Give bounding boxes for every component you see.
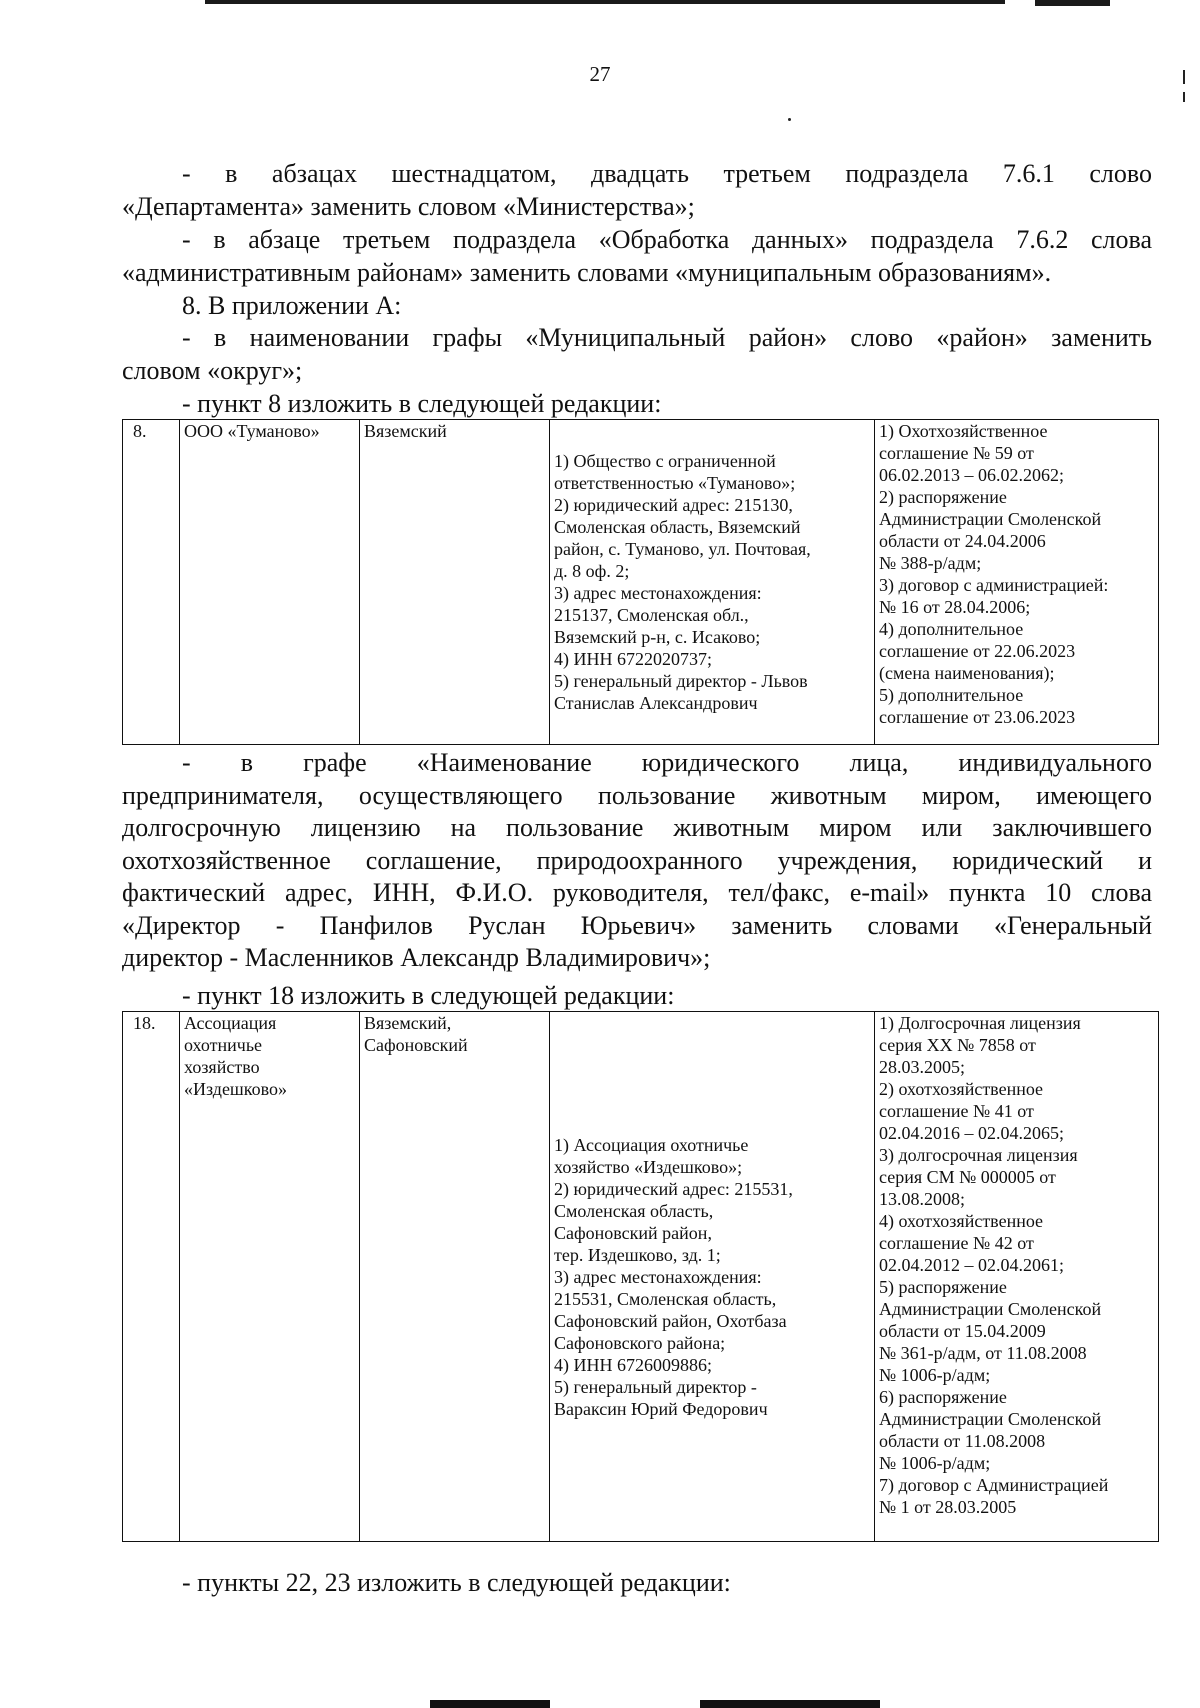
cell-text: тер. Издешково, зд. 1; (554, 1244, 721, 1265)
cell-text: соглашение № 42 от (879, 1233, 1034, 1253)
cell-text: д. 8 оф. 2; (554, 561, 630, 581)
cell-text: Администрации Смоленской (879, 1299, 1102, 1319)
paragraph-amend-762 (122, 224, 1152, 289)
paragraph-column-rename (122, 322, 1152, 387)
cell-text: 06.02.2013 – 06.02.2062; (879, 465, 1065, 485)
text-line: - в абзацах шестнадцатом, двадцать третьем подраздела 7.6.1 слово (182, 159, 1152, 188)
text-line: - в абзаце третьем подраздела «Обработка данных» подраздела 7.6.2 слова (182, 225, 1152, 254)
paragraph-appendix-a (122, 290, 1152, 323)
text-line: - пункт 18 изложить в следующей редакции: (182, 981, 675, 1010)
cell-text: Вяземский, (364, 1013, 452, 1033)
paragraph-item8-intro (122, 388, 1152, 421)
table-item-18 (122, 1011, 1159, 1542)
text-line: «Директор - Панфилов Руслан Юрьевич» заменить словами «Генеральный (122, 910, 1152, 940)
cell-text: области от 24.04.2006 (879, 531, 1046, 551)
text-line: - пункты 22, 23 изложить в следующей редакции: (182, 1568, 731, 1597)
scan-speck (1183, 92, 1185, 102)
cell-organization-name (180, 420, 360, 745)
cell-text: 5) дополнительное (879, 685, 1024, 705)
cell-text: соглашение № 41 от (879, 1101, 1034, 1121)
table-row (123, 1012, 1159, 1542)
scan-bottom-mark (430, 1700, 550, 1708)
cell-text: 02.04.2012 – 02.04.2061; (879, 1255, 1065, 1275)
cell-text: Вяземский (364, 421, 447, 441)
cell-text: Администрации Смоленской (879, 1409, 1102, 1429)
scan-bottom-mark (700, 1700, 880, 1708)
cell-text: 13.08.2008; (879, 1189, 966, 1209)
cell-text: ООО «Туманово» (184, 421, 320, 441)
cell-documents (875, 1012, 1159, 1542)
cell-text: «Издешково» (184, 1079, 287, 1099)
cell-text: ответственностью «Туманово»; (554, 473, 796, 493)
cell-text: № 1006-р/адм; (879, 1365, 991, 1385)
cell-text: № 361-р/адм, от 11.08.2008 (879, 1343, 1087, 1363)
paragraph-item10-amend (122, 747, 1152, 975)
cell-text: 3) адрес местонахождения: (554, 1266, 762, 1287)
cell-number (123, 420, 180, 745)
cell-text: 4) дополнительное (879, 619, 1024, 639)
cell-text: 2) юридический адрес: 215531, (554, 1178, 793, 1199)
text-line: долгосрочную лицензию на пользование животным миром или заключившего (122, 813, 1152, 842)
cell-text: 4) ИНН 6726009886; (554, 1354, 712, 1375)
cell-text: 1) Охотхозяйственное (879, 421, 1048, 441)
cell-organization-name (180, 1012, 360, 1542)
cell-text: Сафоновский (364, 1035, 468, 1055)
paragraph-amend-761 (122, 158, 1152, 223)
cell-text: 6) распоряжение (879, 1387, 1007, 1407)
scan-top-edge-mark (205, 0, 1005, 4)
paragraph-items22-23-intro (122, 1567, 1152, 1600)
cell-text: Сафоновский район, Охотбаза (554, 1310, 787, 1331)
text-line: - пункт 8 изложить в следующей редакции: (182, 389, 662, 418)
cell-text: 4) охотхозяйственное (879, 1211, 1044, 1231)
scan-top-edge-mark (1035, 0, 1110, 6)
cell-text: 18. (133, 1013, 156, 1033)
text-line: «административным районам» заменить словами «муниципальным образованиям». (122, 257, 1052, 287)
cell-text: 1) Ассоциация охотничье (554, 1134, 749, 1155)
cell-text: Смоленская область, Вяземский (554, 517, 801, 537)
cell-text: Станислав Александрович (554, 693, 758, 713)
text-line: - в графе «Наименование юридического лица, индивидуального (182, 748, 1152, 777)
cell-text: Сафоновский район, (554, 1222, 712, 1243)
cell-text: Сафоновского района; (554, 1332, 726, 1353)
table-item-8 (122, 419, 1159, 745)
cell-text: хозяйство «Издешково»; (554, 1156, 743, 1177)
cell-text: район, с. Туманово, ул. Почтовая, (554, 539, 811, 559)
cell-text: 5) генеральный директор - (554, 1376, 757, 1397)
cell-text: 5) генеральный директор - Львов (554, 671, 808, 691)
cell-entity-details (550, 420, 875, 745)
cell-text: соглашение от 22.06.2023 (879, 641, 1076, 661)
cell-text: хозяйство (184, 1057, 260, 1077)
cell-text: 3) договор с администрацией: (879, 575, 1109, 595)
cell-text: № 16 от 28.04.2006; (879, 597, 1031, 617)
cell-district (360, 420, 550, 745)
cell-text: № 388-р/адм; (879, 553, 982, 573)
cell-text: охотничье (184, 1035, 263, 1055)
cell-text: 3) долгосрочная лицензия (879, 1145, 1078, 1165)
cell-text: 215137, Смоленская обл., (554, 605, 749, 625)
cell-text: 1) Общество с ограниченной (554, 451, 776, 471)
cell-text: 1) Долгосрочная лицензия (879, 1013, 1081, 1033)
cell-documents (875, 420, 1159, 745)
cell-text: 3) адрес местонахождения: (554, 583, 762, 603)
cell-text: 02.04.2016 – 02.04.2065; (879, 1123, 1065, 1143)
text-line: директор - Масленников Александр Владимирович»; (122, 943, 711, 972)
cell-entity-details (550, 1012, 875, 1542)
cell-text: 2) распоряжение (879, 487, 1007, 507)
paragraph-item18-intro (122, 980, 1152, 1013)
cell-district (360, 1012, 550, 1542)
cell-text: 4) ИНН 6722020737; (554, 649, 712, 669)
text-line: предпринимателя, осуществляющего пользование животным миром, имеющего (122, 780, 1152, 810)
cell-text: Вяземский р-н, с. Исаково; (554, 627, 761, 647)
cell-text: 5) распоряжение (879, 1277, 1007, 1297)
cell-text: Вараксин Юрий Федорович (554, 1398, 768, 1419)
cell-text: 215531, Смоленская область, (554, 1288, 777, 1309)
page-number: 27 (589, 62, 611, 86)
cell-text: Смоленская область, (554, 1200, 714, 1221)
text-line: словом «округ»; (122, 355, 303, 385)
text-line: - в наименовании графы «Муниципальный район» слово «район» заменить (182, 323, 1152, 352)
cell-text: 2) юридический адрес: 215130, (554, 495, 793, 515)
cell-text: области от 11.08.2008 (879, 1431, 1046, 1451)
text-line: фактический адрес, ИНН, Ф.И.О. руководителя, тел/факс, e-mail» пункта 10 слова (122, 878, 1152, 907)
cell-text: области от 15.04.2009 (879, 1321, 1046, 1341)
cell-text: 28.03.2005; (879, 1057, 966, 1077)
cell-text: соглашение от 23.06.2023 (879, 707, 1076, 727)
cell-text: № 1 от 28.03.2005 (879, 1497, 1017, 1517)
cell-number (123, 1012, 180, 1542)
text-line: «Департамента» заменить словом «Министерства»; (122, 191, 695, 221)
cell-text: № 1006-р/адм; (879, 1453, 991, 1473)
scan-speck (788, 118, 791, 121)
scan-speck (1183, 70, 1185, 84)
cell-text: соглашение № 59 от (879, 443, 1034, 463)
table-row (123, 420, 1159, 745)
cell-text: (смена наименования); (879, 663, 1055, 683)
cell-text: 7) договор с Администрацией (879, 1475, 1109, 1495)
cell-text: 8. (133, 421, 147, 441)
cell-text: Администрации Смоленской (879, 509, 1102, 529)
cell-text: 2) охотхозяйственное (879, 1079, 1044, 1099)
text-line: 8. В приложении А: (182, 291, 402, 320)
cell-text: Ассоциация (184, 1013, 277, 1033)
cell-text: серия ХХ № 7858 от (879, 1035, 1036, 1055)
text-line: охотхозяйственное соглашение, природоохранного учреждения, юридический и (122, 845, 1152, 875)
cell-text: серия СМ № 000005 от (879, 1167, 1056, 1187)
